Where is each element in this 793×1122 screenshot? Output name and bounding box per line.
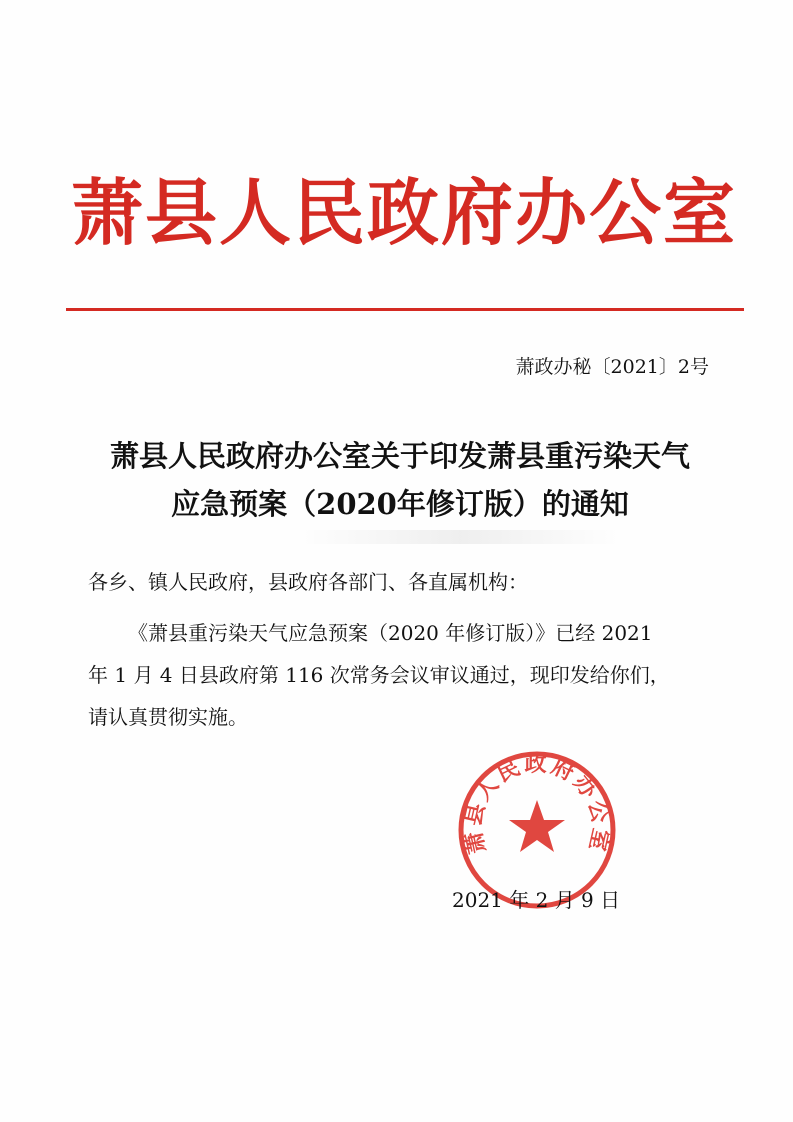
office-masthead: 萧县人民政府办公室 (70, 170, 737, 255)
document-number: 萧政办秘〔2021〕2号 (515, 356, 709, 378)
red-divider-line (66, 308, 744, 311)
signature-date: 2021 年 2 月 9 日 (452, 888, 621, 912)
seal-star-icon (509, 800, 565, 852)
body-paragraph-line-3: 请认真贯彻实施。 (88, 705, 248, 729)
notice-title-line-2: 应急预案（2020年修订版）的通知 (171, 487, 629, 521)
seal-arc-textpath: 萧县人民政府办公室 (460, 751, 614, 857)
body-paragraph-line-2: 年 1 月 4 日县政府第 116 次常务会议审议通过，现印发给你们， (88, 663, 670, 687)
notice-title (60, 432, 740, 528)
faint-bleed-through (300, 530, 620, 544)
addressee-line: 各乡、镇人民政府，县政府各部门、各直属机构： (88, 570, 528, 594)
notice-title-line-1: 萧县人民政府办公室关于印发萧县重污染天气 (109, 439, 690, 473)
body-paragraph-line-1: 《萧县重污染天气应急预案（2020 年修订版）》已经 2021 (128, 621, 653, 645)
notice-body (88, 612, 748, 738)
